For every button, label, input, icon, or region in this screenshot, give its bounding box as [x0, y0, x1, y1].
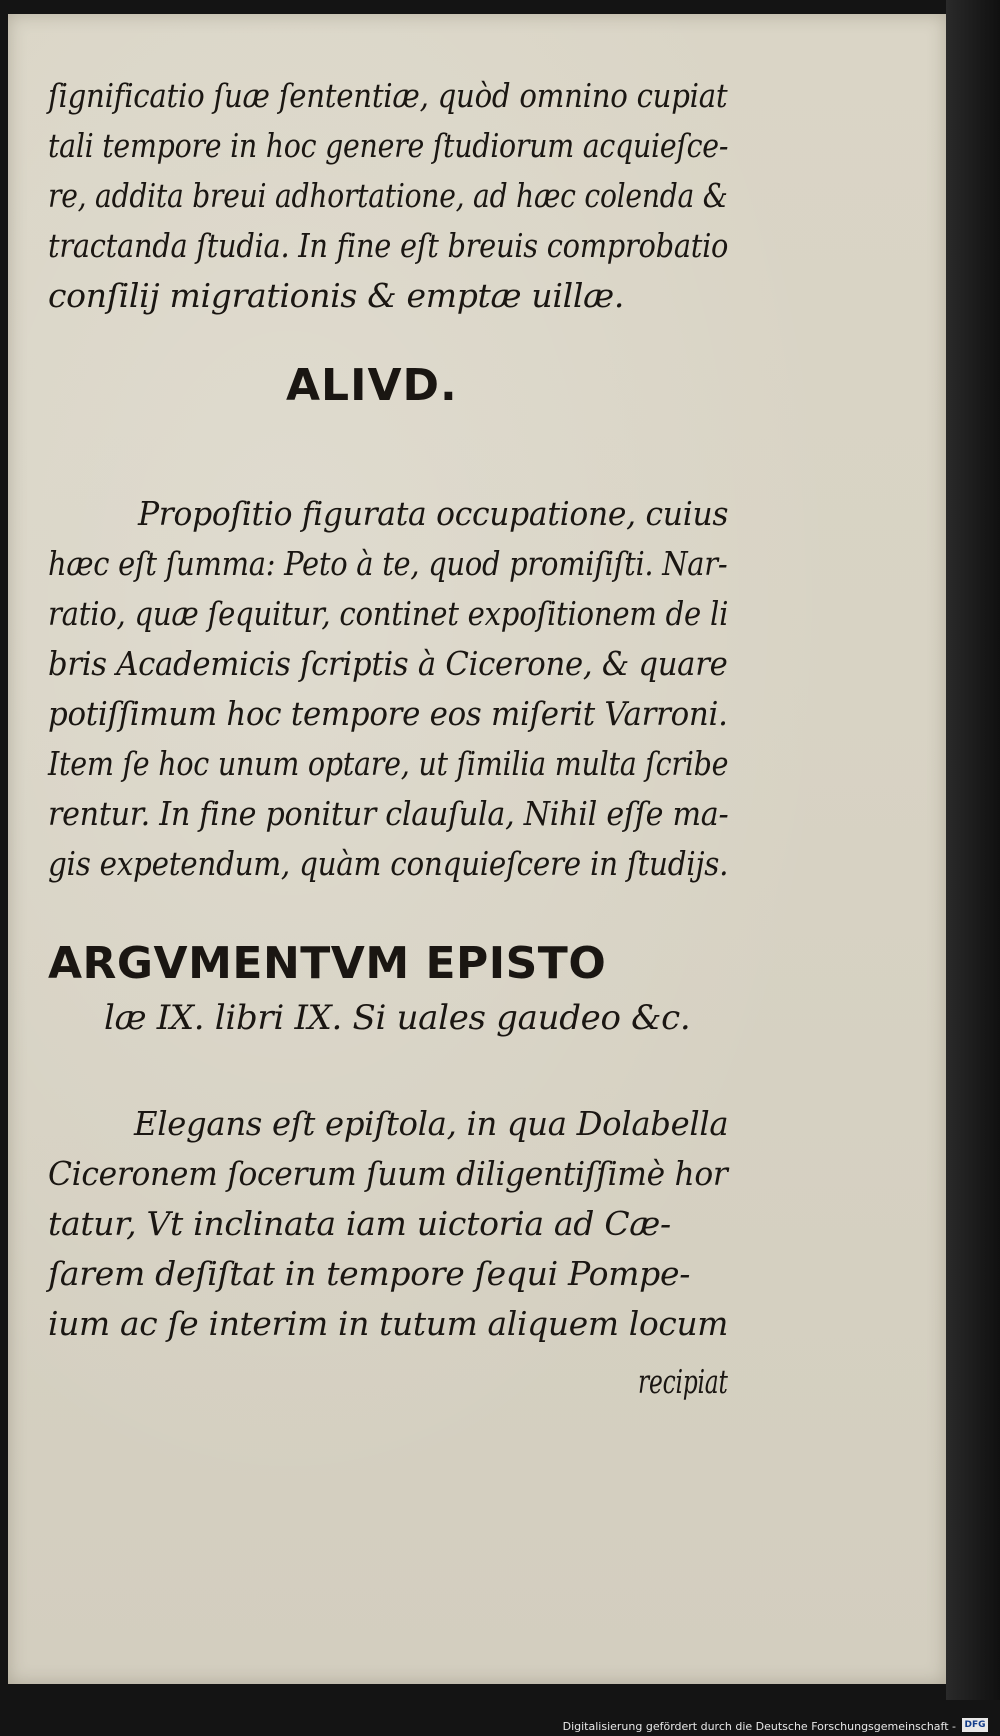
text-line: potiſſimum hoc tempore eos miſerit Varroni. — [48, 694, 728, 733]
text-line: tatur, Vt inclinata iam uictoria ad Cæ- — [48, 1204, 671, 1243]
section-heading-subline: læ IX. libri IX. Si uales gaudeo &c. — [104, 998, 691, 1038]
scan-edge-strip — [946, 0, 1000, 1736]
text-line: tractanda ſtudia. In fine eſt breuis comprobatio — [48, 226, 729, 265]
text-line: re, addita breui adhortatione, ad hæc colenda & — [48, 176, 728, 215]
text-line: Ciceronem ſocerum ſuum diligentiſſimè hor — [48, 1154, 728, 1193]
section-heading-argumentum: ARGVMENTVM EPISTO — [48, 938, 607, 989]
text-line: Item ſe hoc unum optare, ut ſimilia multa ſcribe — [48, 744, 729, 783]
dfg-logo: DFG — [962, 1718, 988, 1732]
text-line: tali tempore in hoc genere ſtudiorum acquieſce- — [48, 126, 729, 165]
text-line: ium ac ſe interim in tutum aliquem locum — [48, 1304, 729, 1343]
text-line: Propoſitio figurata occupatione, cuius — [138, 494, 729, 533]
text-line: conſilij migrationis & emptæ uillæ. — [48, 276, 625, 315]
section-heading-aliud: ALIVD. — [286, 360, 458, 411]
text-line: rentur. In fine ponitur clauſula, Nihil eſſe ma- — [48, 794, 729, 833]
text-line: Elegans eſt epiſtola, in qua Dolabella — [134, 1104, 729, 1143]
catchword: recipiat — [638, 1362, 728, 1401]
text-line: bris Academicis ſcriptis à Cicerone, & quare — [48, 644, 728, 683]
text-line: ratio, quæ ſequitur, continet expoſitionem de li — [48, 594, 729, 633]
text-line: hæc eſt ſumma: Peto à te, quod promiſiſti. Nar- — [48, 544, 728, 583]
text-line: ſarem deſiſtat in tempore ſequi Pompe- — [48, 1254, 691, 1293]
digitization-credit: Digitalisierung gefördert durch die Deutsche Forschungsgemeinschaft - — [562, 1720, 956, 1733]
book-page — [8, 14, 946, 1684]
text-line: ſignificatio ſuæ ſententiæ, quòd omnino cupiat — [48, 76, 728, 115]
text-line: gis expetendum, quàm conquieſcere in ſtudijs. — [48, 844, 729, 883]
